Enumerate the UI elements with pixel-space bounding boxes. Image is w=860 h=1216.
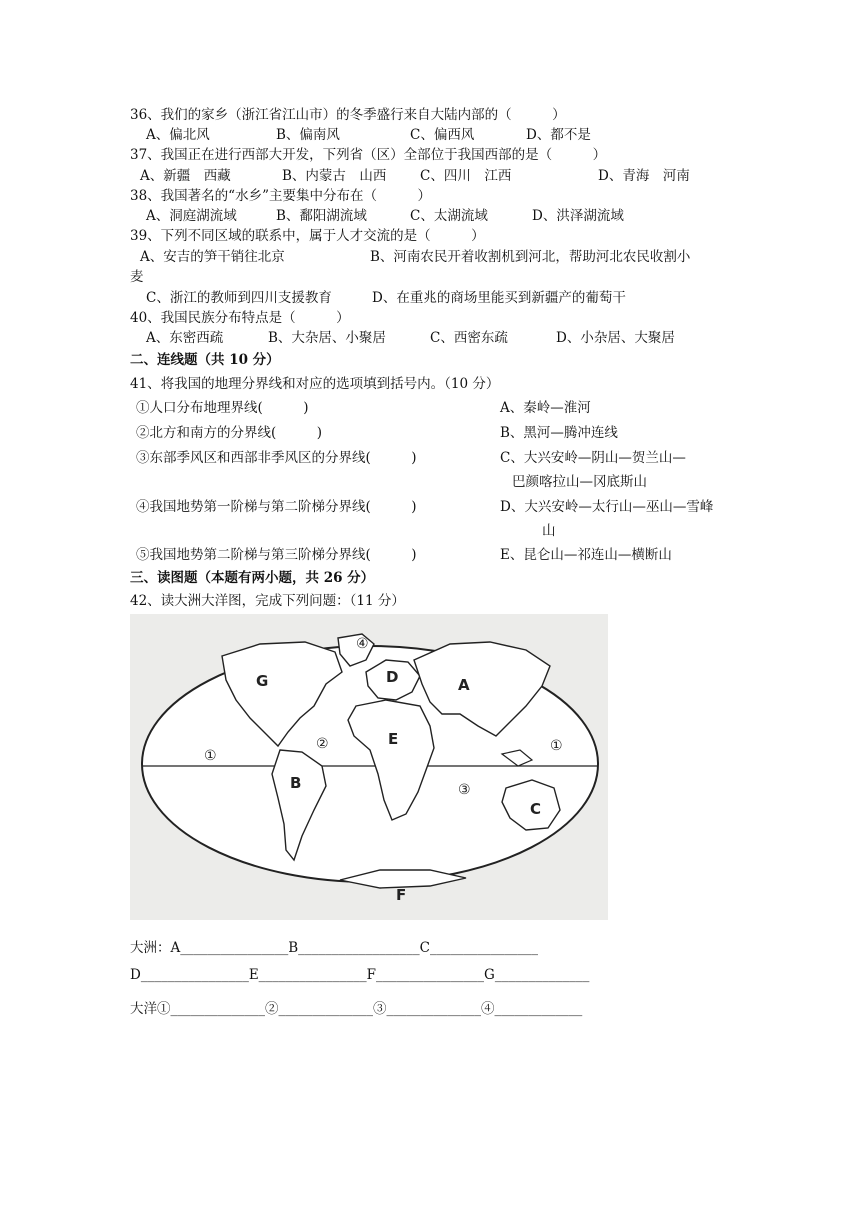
q41-choice-d: D、大兴安岭—太行山—巫山—雪峰 bbox=[500, 499, 714, 515]
q38-option-a: A、洞庭湖流域 bbox=[146, 208, 237, 224]
q38-option-b: B、鄱阳湖流域 bbox=[276, 208, 367, 224]
q39-option-d: D、在重兆的商场里能买到新疆产的葡萄干 bbox=[372, 290, 626, 306]
q37-option-a: A、新疆 西藏 bbox=[140, 168, 231, 184]
q39-option-c: C、浙江的教师到四川支援教育 bbox=[146, 290, 332, 306]
section-2-heading: 二、连线题（共 10 分） bbox=[130, 352, 280, 368]
q41-choice-c: C、大兴安岭—阴山—贺兰山— bbox=[500, 450, 686, 466]
q40-option-b: B、大杂居、小聚居 bbox=[268, 330, 386, 346]
q38-option-c: C、太湖流域 bbox=[410, 208, 488, 224]
q41-choice-e: E、昆仑山—祁连山—横断山 bbox=[500, 547, 672, 563]
label-a: A bbox=[458, 676, 470, 694]
q40-option-c: C、西密东疏 bbox=[430, 330, 508, 346]
q36-option-c: C、偏西风 bbox=[410, 127, 475, 143]
label-ocean-1-right: ① bbox=[550, 738, 563, 754]
label-d: D bbox=[386, 668, 399, 686]
q37-option-b: B、内蒙古 山西 bbox=[282, 168, 387, 184]
q39-option-b: B、河南农民开着收割机到河北，帮助河北农民收割小 bbox=[370, 249, 691, 265]
q37-option-c: C、四川 江西 bbox=[420, 168, 512, 184]
label-ocean-1-left: ① bbox=[204, 748, 217, 764]
world-map-drawing bbox=[130, 614, 608, 920]
q38-option-d: D、洪泽湖流域 bbox=[532, 208, 624, 224]
oceans-answer-line: 大洋①______________②______________③______________④_____________ bbox=[130, 1001, 583, 1017]
q41-item-4: ④我国地势第一阶梯与第二阶梯分界线( ) bbox=[136, 499, 417, 515]
q39-stem: 39、下列不同区域的联系中，属于人才交流的是（ ） bbox=[130, 228, 485, 244]
q41-choice-a: A、秦岭—淮河 bbox=[500, 400, 591, 416]
q41-item-1: ①人口分布地理界线( ) bbox=[136, 400, 309, 416]
q37-option-d: D、青海 河南 bbox=[598, 168, 690, 184]
q40-option-a: A、东密西疏 bbox=[146, 330, 224, 346]
label-c: C bbox=[530, 800, 542, 818]
continents-answer-line-2: D________________E________________F________________G______________ bbox=[130, 967, 590, 983]
q41-item-5: ⑤我国地势第二阶梯与第三阶梯分界线( ) bbox=[136, 547, 417, 563]
q41-choice-b: B、黑河—腾冲连线 bbox=[500, 425, 618, 441]
label-ocean-4: ④ bbox=[356, 636, 369, 652]
q36-option-d: D、都不是 bbox=[526, 127, 591, 143]
label-ocean-2: ② bbox=[316, 736, 329, 752]
q36-option-a: A、偏北风 bbox=[146, 127, 210, 143]
section-3-heading: 三、读图题（本题有两小题，共 26 分） bbox=[130, 570, 375, 586]
q41-item-2: ②北方和南方的分界线( ) bbox=[136, 425, 323, 441]
q41-stem: 41、将我国的地理分界线和对应的选项填到括号内。（10 分） bbox=[130, 376, 500, 392]
q39-option-a: A、安吉的笋干销往北京 bbox=[140, 249, 285, 265]
label-f: F bbox=[396, 886, 407, 904]
q41-choice-c-cont: 巴颜喀拉山—冈底斯山 bbox=[512, 474, 647, 490]
continents-answer-line-1: 大洲：A________________B__________________C________________ bbox=[130, 940, 538, 956]
label-b: B bbox=[290, 774, 302, 792]
label-g: G bbox=[256, 672, 269, 690]
label-ocean-3: ③ bbox=[458, 782, 471, 798]
q39-option-b-cont: 麦 bbox=[130, 269, 144, 285]
q42-stem: 42、读大洲大洋图，完成下列问题：（11 分） bbox=[130, 593, 405, 609]
q38-stem: 38、我国著名的“水乡”主要集中分布在（ ） bbox=[130, 188, 431, 204]
world-map bbox=[130, 614, 608, 920]
q41-item-3: ③东部季风区和西部非季风区的分界线( ) bbox=[136, 450, 417, 466]
q41-choice-d-cont: 山 bbox=[542, 523, 556, 539]
label-e: E bbox=[388, 730, 399, 748]
q40-stem: 40、我国民族分布特点是（ ） bbox=[130, 310, 350, 326]
q36-stem: 36、我们的家乡（浙江省江山市）的冬季盛行来自大陆内部的（ ） bbox=[130, 107, 566, 123]
q36-option-b: B、偏南风 bbox=[276, 127, 340, 143]
q40-option-d: D、小杂居、大聚居 bbox=[556, 330, 675, 346]
q37-stem: 37、我国正在进行西部大开发，下列省（区）全部位于我国西部的是（ ） bbox=[130, 147, 607, 163]
